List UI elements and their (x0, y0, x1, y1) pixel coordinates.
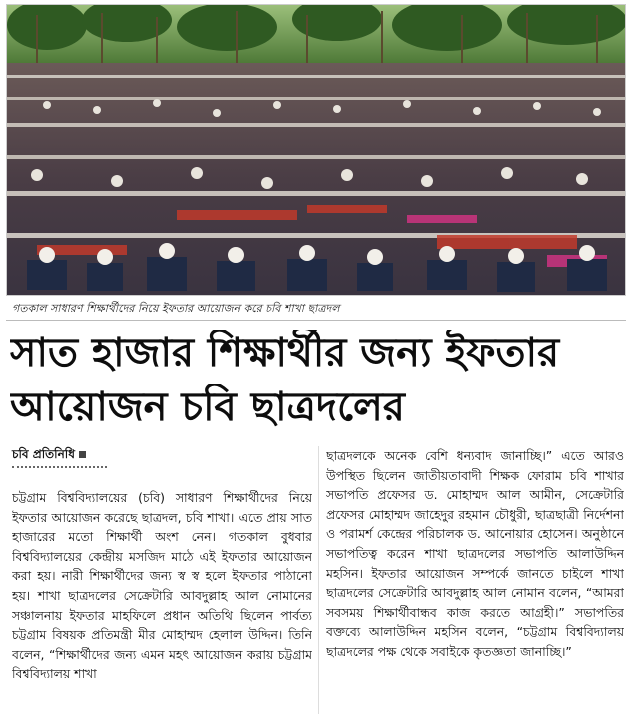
headline-line-2: আয়োজন চবি ছাত্রদলের (10, 384, 405, 430)
article-column-2: ছাত্রদলকে অনেক বেশি ধন্যবাদ জানাচ্ছি।” এতে আরও উপস্থিত ছিলেন জাতীয়তাবাদী শিক্ষক ফোরাম চবি শাখার সভাপতি প্রফেসর ড. মোহাম্মদ আল আমীন, সেক্রেটারি প্রফেসর মোহাম্মদ জাহেদুর রহমান চৌধুরী, ছাত্রছাত্রী নির্দেশনা ও পরামর্শ কেন্দ্রের পরিচালক ড. আনোয়ার হোসেন। অনুষ্ঠানে সভাপতিত্ব করেন শাখা ছাত্রদলের সভাপতি আলাউদ্দিন মহসিন। ইফতার আয়োজন সম্পর্কে জানতে চাইলে শাখা ছাত্রদলের সেক্রেটারি আবদুল্লাহ আল নোমান বলেন, “আমরা সবসময় শিক্ষার্থীবান্ধব কাজ করতে আগ্রহী।” সভাপতির বক্তব্যে আলাউদ্দিন মহসিন বলেন, “চট্টগ্রাম বিশ্ববিদ্যালয় ছাত্রদলের পক্ষ থেকে সবাইকে কৃতজ্ঞতা জানাচ্ছি।” (326, 448, 624, 659)
headline-line-1: সাত হাজার শিক্ষার্থীর জন্য ইফতার (10, 330, 560, 376)
byline-dotted-divider (12, 466, 107, 468)
column-divider (318, 446, 319, 714)
crowd-iftar-photo (7, 5, 625, 295)
byline (12, 446, 86, 466)
square-bullet-icon (79, 451, 86, 458)
news-photo (6, 4, 626, 296)
article-column-1: চট্টগ্রাম বিশ্ববিদ্যালয়ের (চবি) সাধারণ শিক্ষার্থীদের নিয়ে ইফতার আয়োজন করেছে ছাত্রদল, চবি শাখা। এতে প্রায় সাত হাজারের মতো শিক্ষার্থী অংশ নেন। গতকাল বুধবার বিশ্ববিদ্যালয়ের কেন্দ্রীয় মসজিদ মাঠে এই ইফতার আয়োজন করা হয়। নারী শিক্ষার্থীদের জন্য স্ব স্ব হলে ইফতার পাঠানো হয়। শাখা ছাত্রদলের সেক্রেটারি আবদুল্লাহ আল নোমানের সঞ্চালনায় ইফতার মাহফিলে প্রধান অতিথি ছিলেন পার্বত্য চট্টগ্রাম বিষয়ক প্রতিমন্ত্রী মীর মোহাম্মদ হেলাল উদ্দিন। তিনি বলেন, “শিক্ষার্থীদের জন্য এমন মহৎ আয়োজন করায় চট্টগ্রাম বিশ্ববিদ্যালয় শাখা (12, 490, 312, 682)
photo-caption: গতকাল সাধারণ শিক্ষার্থীদের নিয়ে ইফতার আয়োজন করে চবি শাখা ছাত্রদল (12, 302, 340, 315)
divider (6, 320, 626, 321)
byline-text: চবি প্রতিনিধি (12, 447, 75, 461)
